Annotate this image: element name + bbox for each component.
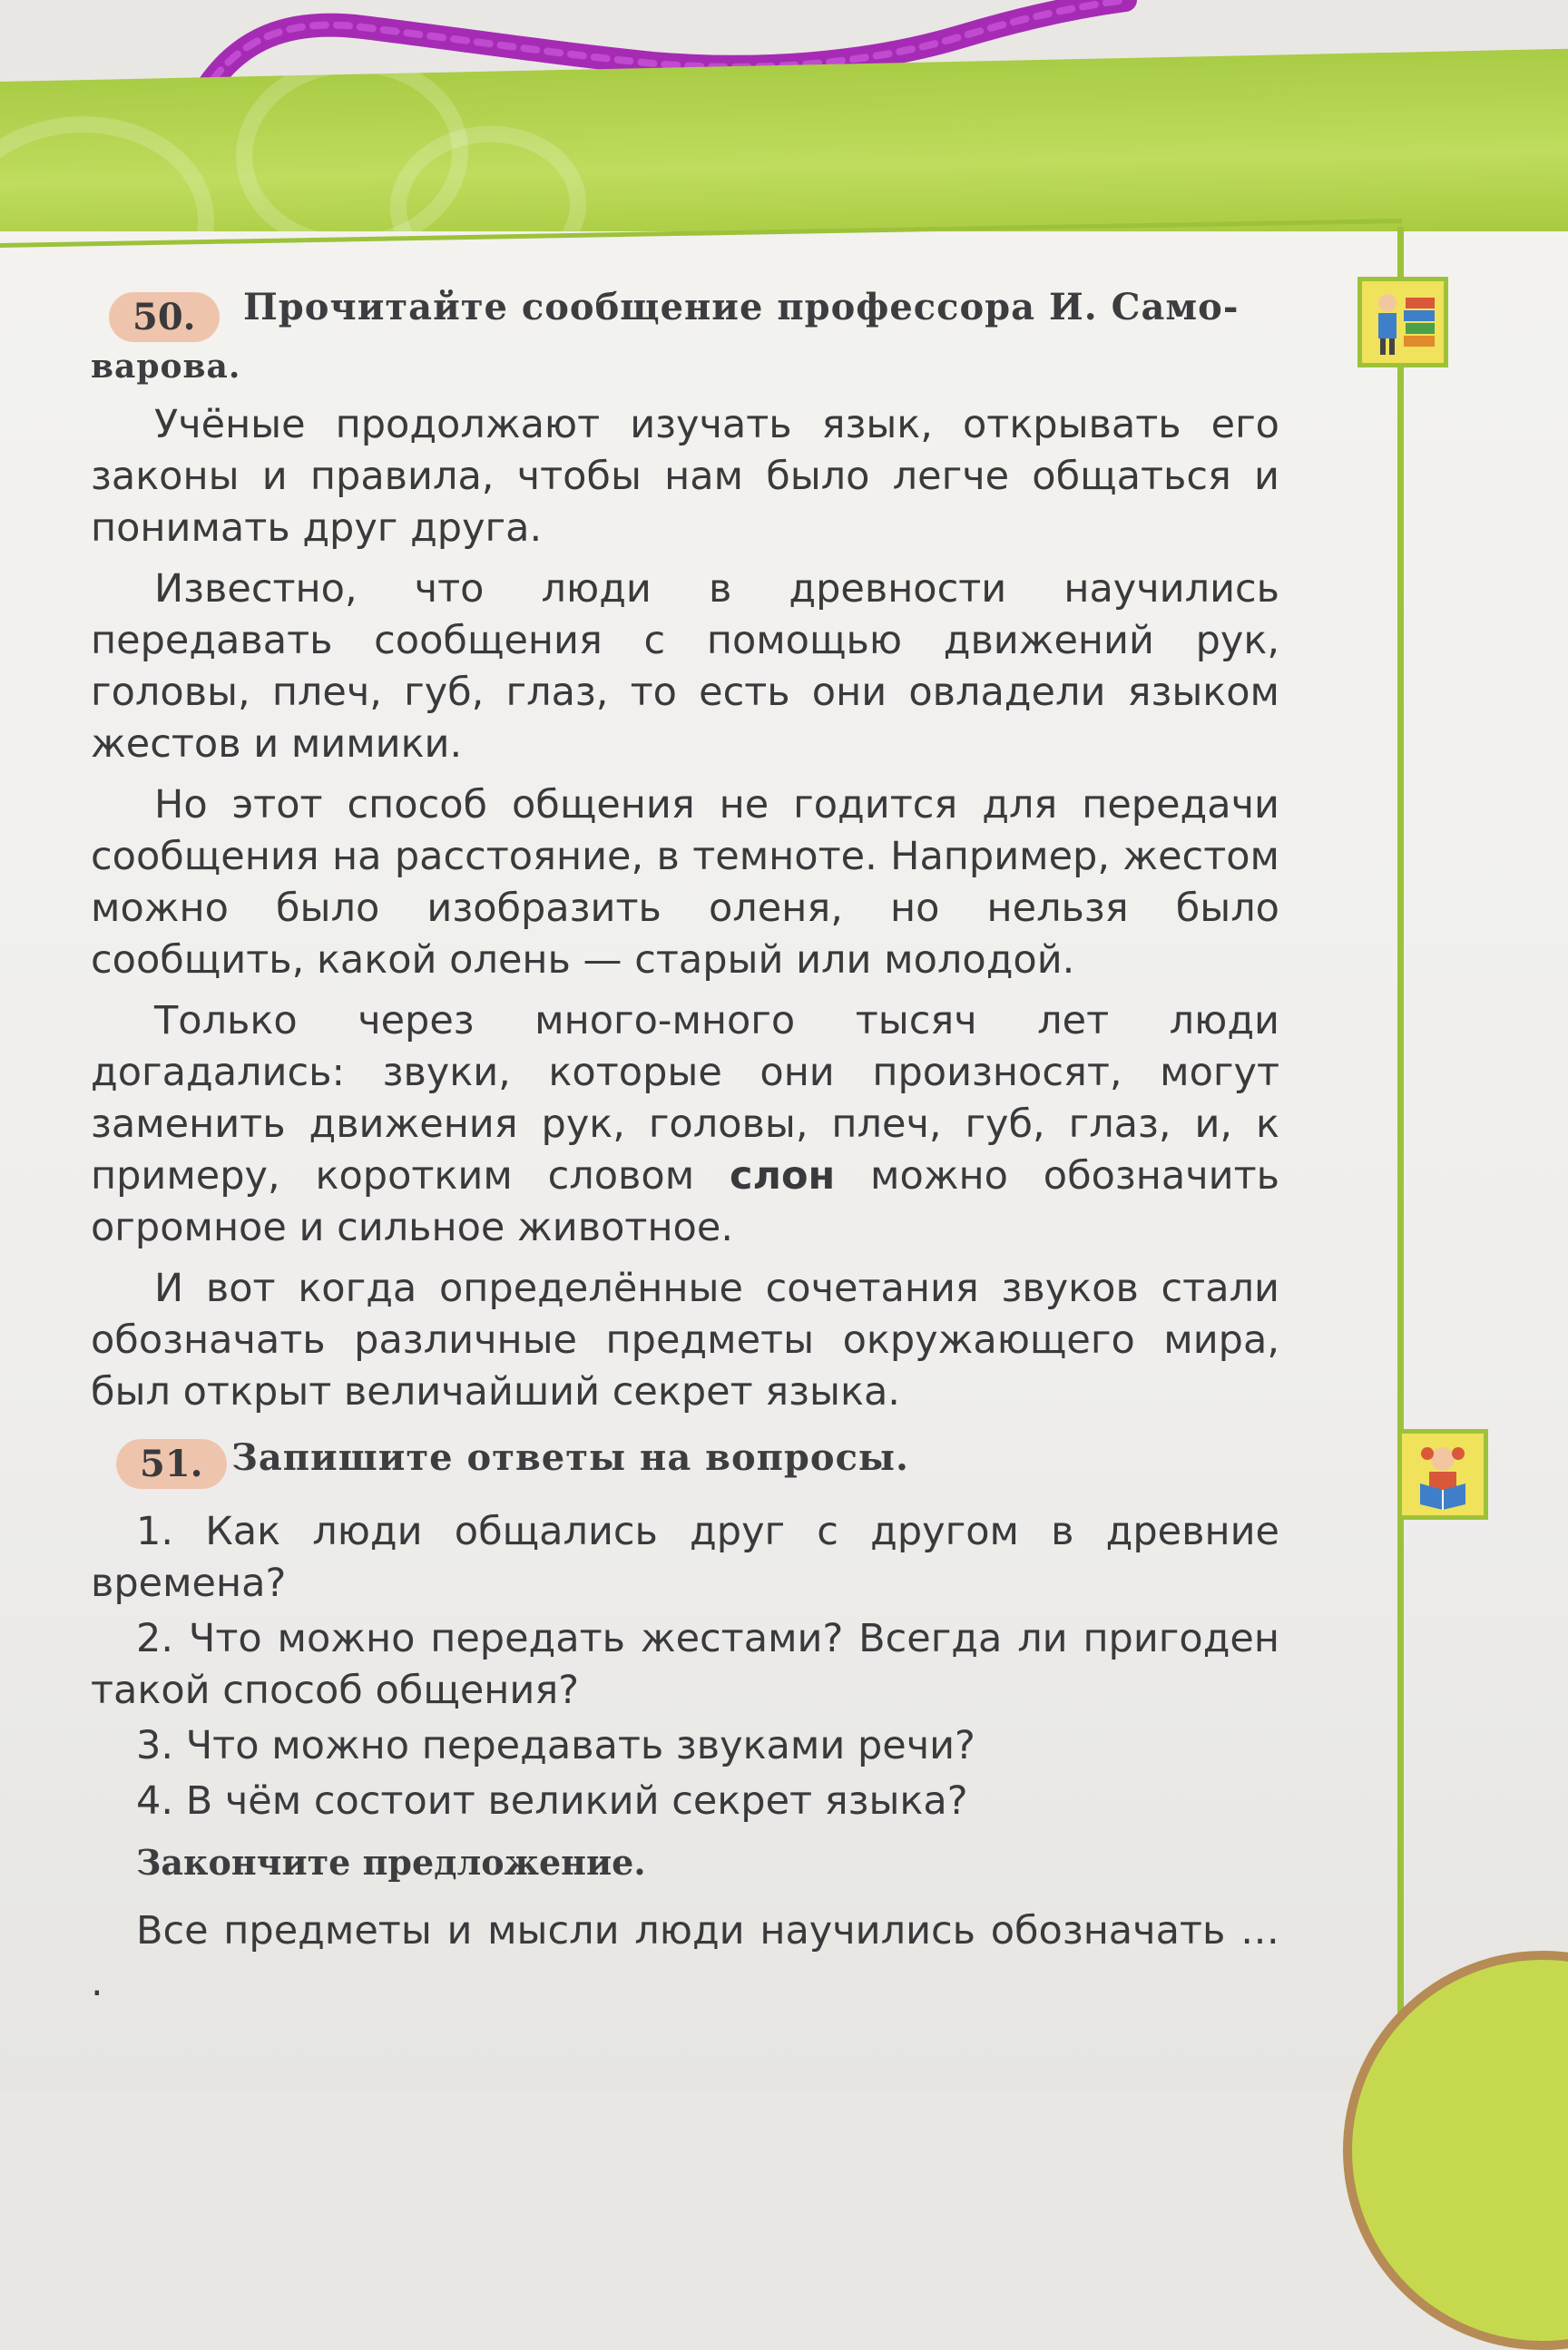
text-paragraph: Учёные продолжают изучать язык, открывать его законы и правила, чтобы нам было легче общаться и понимать друг друга.: [91, 402, 1279, 551]
text-fragment: Только через много-много тысяч лет люди догадались: звуки, которые они произносят, могут заменить движения рук, головы, плеч, губ, глаз, и, к примеру, коротким словом: [91, 998, 1279, 1199]
incomplete-sentence: Все предметы и мысли люди научились обозначать … .: [91, 1908, 1279, 2005]
exercise-number-badge: 50.: [109, 292, 220, 342]
boy-with-books-icon: [1357, 277, 1448, 367]
text-paragraph: И вот когда определённые сочетания звуков стали обозначать различные предметы окружающего мира, был открыт величайший секрет языка.: [91, 1266, 1279, 1415]
page-margin-rule: [1397, 227, 1404, 2087]
exercise-text: [91, 399, 1279, 1427]
exercise-title-continued: варова.: [91, 348, 241, 386]
text-paragraph: [91, 995, 1279, 1254]
subtask-title: Закончите предложение.: [136, 1842, 646, 1883]
question-item: 4. В чём состоит великий секрет языка?: [136, 1778, 968, 1824]
exercise-title: [243, 281, 1239, 334]
girl-reading-book-icon: [1397, 1429, 1488, 1520]
text-paragraph: Но этот способ общения не годится для передачи сообщения на расстояние, в темноте. Например, жестом можно было изобразить оленя, но нельзя было сообщить, какой олень — старый или молодой.: [91, 782, 1279, 983]
sentence-to-complete: [91, 1905, 1279, 2012]
text-fragment: можно обозначить огромное и сильное животное.: [91, 1153, 1279, 1250]
exercise-title-line: Прочитайте сообщение профессора И. Само-: [243, 286, 1240, 328]
text-paragraph: Известно, что люди в древности научились передавать сообщения с помощью движений рук, головы, плеч, губ, глаз, то есть они овладели языком жестов и мимики.: [91, 566, 1279, 767]
question-item: 1. Как люди общались друг с другом в древние времена?: [91, 1509, 1279, 1606]
question-list: [91, 1506, 1279, 1831]
exercise-title: Запишите ответы на вопросы.: [231, 1436, 909, 1479]
bold-word: слон: [729, 1153, 836, 1199]
question-item: 2. Что можно передать жестами? Всегда ли пригоден такой способ общения?: [91, 1616, 1279, 1713]
exercise-number-badge: 51.: [116, 1439, 227, 1489]
question-item: 3. Что можно передавать звуками речи?: [136, 1723, 975, 1768]
